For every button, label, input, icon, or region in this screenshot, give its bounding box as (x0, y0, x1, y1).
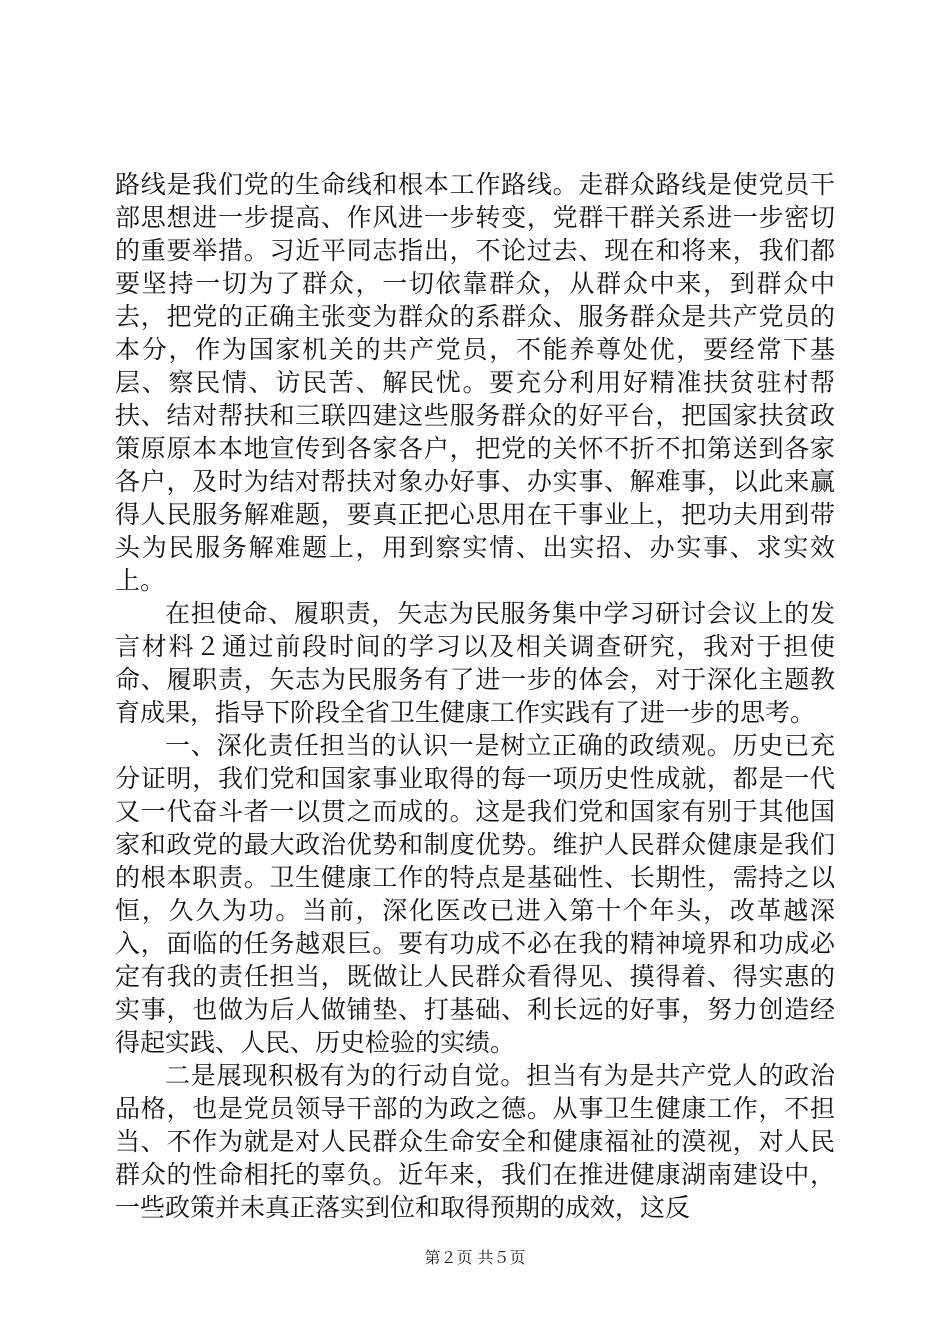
paragraph-4: 二是展现积极有为的行动自觉。担当有为是共产党人的政治品格，也是党员领导干部的为政之德。从事卫生健康工作，不担当、不作为就是对人民群众生命安全和健康福祉的漠视，对人民群众的性命相托的辜负。近年来，我们在推进健康湖南建设中，一些政策并未真正落实到位和取得预期的成效，这反 (115, 1061, 835, 1222)
page-number-footer: 第２页 共５页 (424, 1248, 526, 1267)
paragraph-3: 一、深化责任担当的认识一是树立正确的政绩观。历史已充分证明，我们党和国家事业取得的每一项历史性成就，都是一代又一代奋斗者一以贯之而成的。这是我们党和国家有别于其他国家和政党的最大政治优势和制度优势。维护人民群众健康是我们的根本职责。卫生健康工作的特点是基础性、长期性，需持之以恒，久久为功。当前，深化医改已进入第十个年头，改革越深入，面临的任务越艰巨。要有功成不必在我的精神境界和功成必定有我的责任担当，既做让人民群众看得见、摸得着、得实惠的实事，也做为后人做铺垫、打基础、利长远的好事，努力创造经得起实践、人民、历史检验的实绩。 (115, 731, 835, 1057)
paragraph-1: 路线是我们党的生命线和根本工作路线。走群众路线是使党员干部思想进一步提高、作风进一步转变，党群干群关系进一步密切的重要举措。习近平同志指出，不论过去、现在和将来，我们都要坚持一切为了群众，一切依靠群众，从群众中来，到群众中去，把党的正确主张变为群众的系群众、服务群众是共产党员的本分，作为国家机关的共产党员，不能养尊处优，要经常下基层、察民情、访民苦、解民忧。要充分利用好精准扶贫驻村帮扶、结对帮扶和三联四建这些服务群众的好平台，把国家扶贫政策原原本本地宣传到各家各户，把党的关怀不折不扣第送到各家各户，及时为结对帮扶对象办好事、办实事、解难事，以此来赢得人民服务解难题，要真正把心思用在干事业上，把功夫用到带头为民服务解难题上，用到察实情、出实招、办实事、求实效上。 (115, 170, 835, 595)
paragraph-2: 在担使命、履职责，矢志为民服务集中学习研讨会议上的发言材料２通过前段时间的学习以及相关调查研究，我对于担使命、履职责，矢志为民服务有了进一步的体会，对于深化主题教育成果，指导下阶段全省卫生健康工作实践有了进一步的思考。 (115, 599, 835, 727)
document-body (115, 168, 835, 1224)
